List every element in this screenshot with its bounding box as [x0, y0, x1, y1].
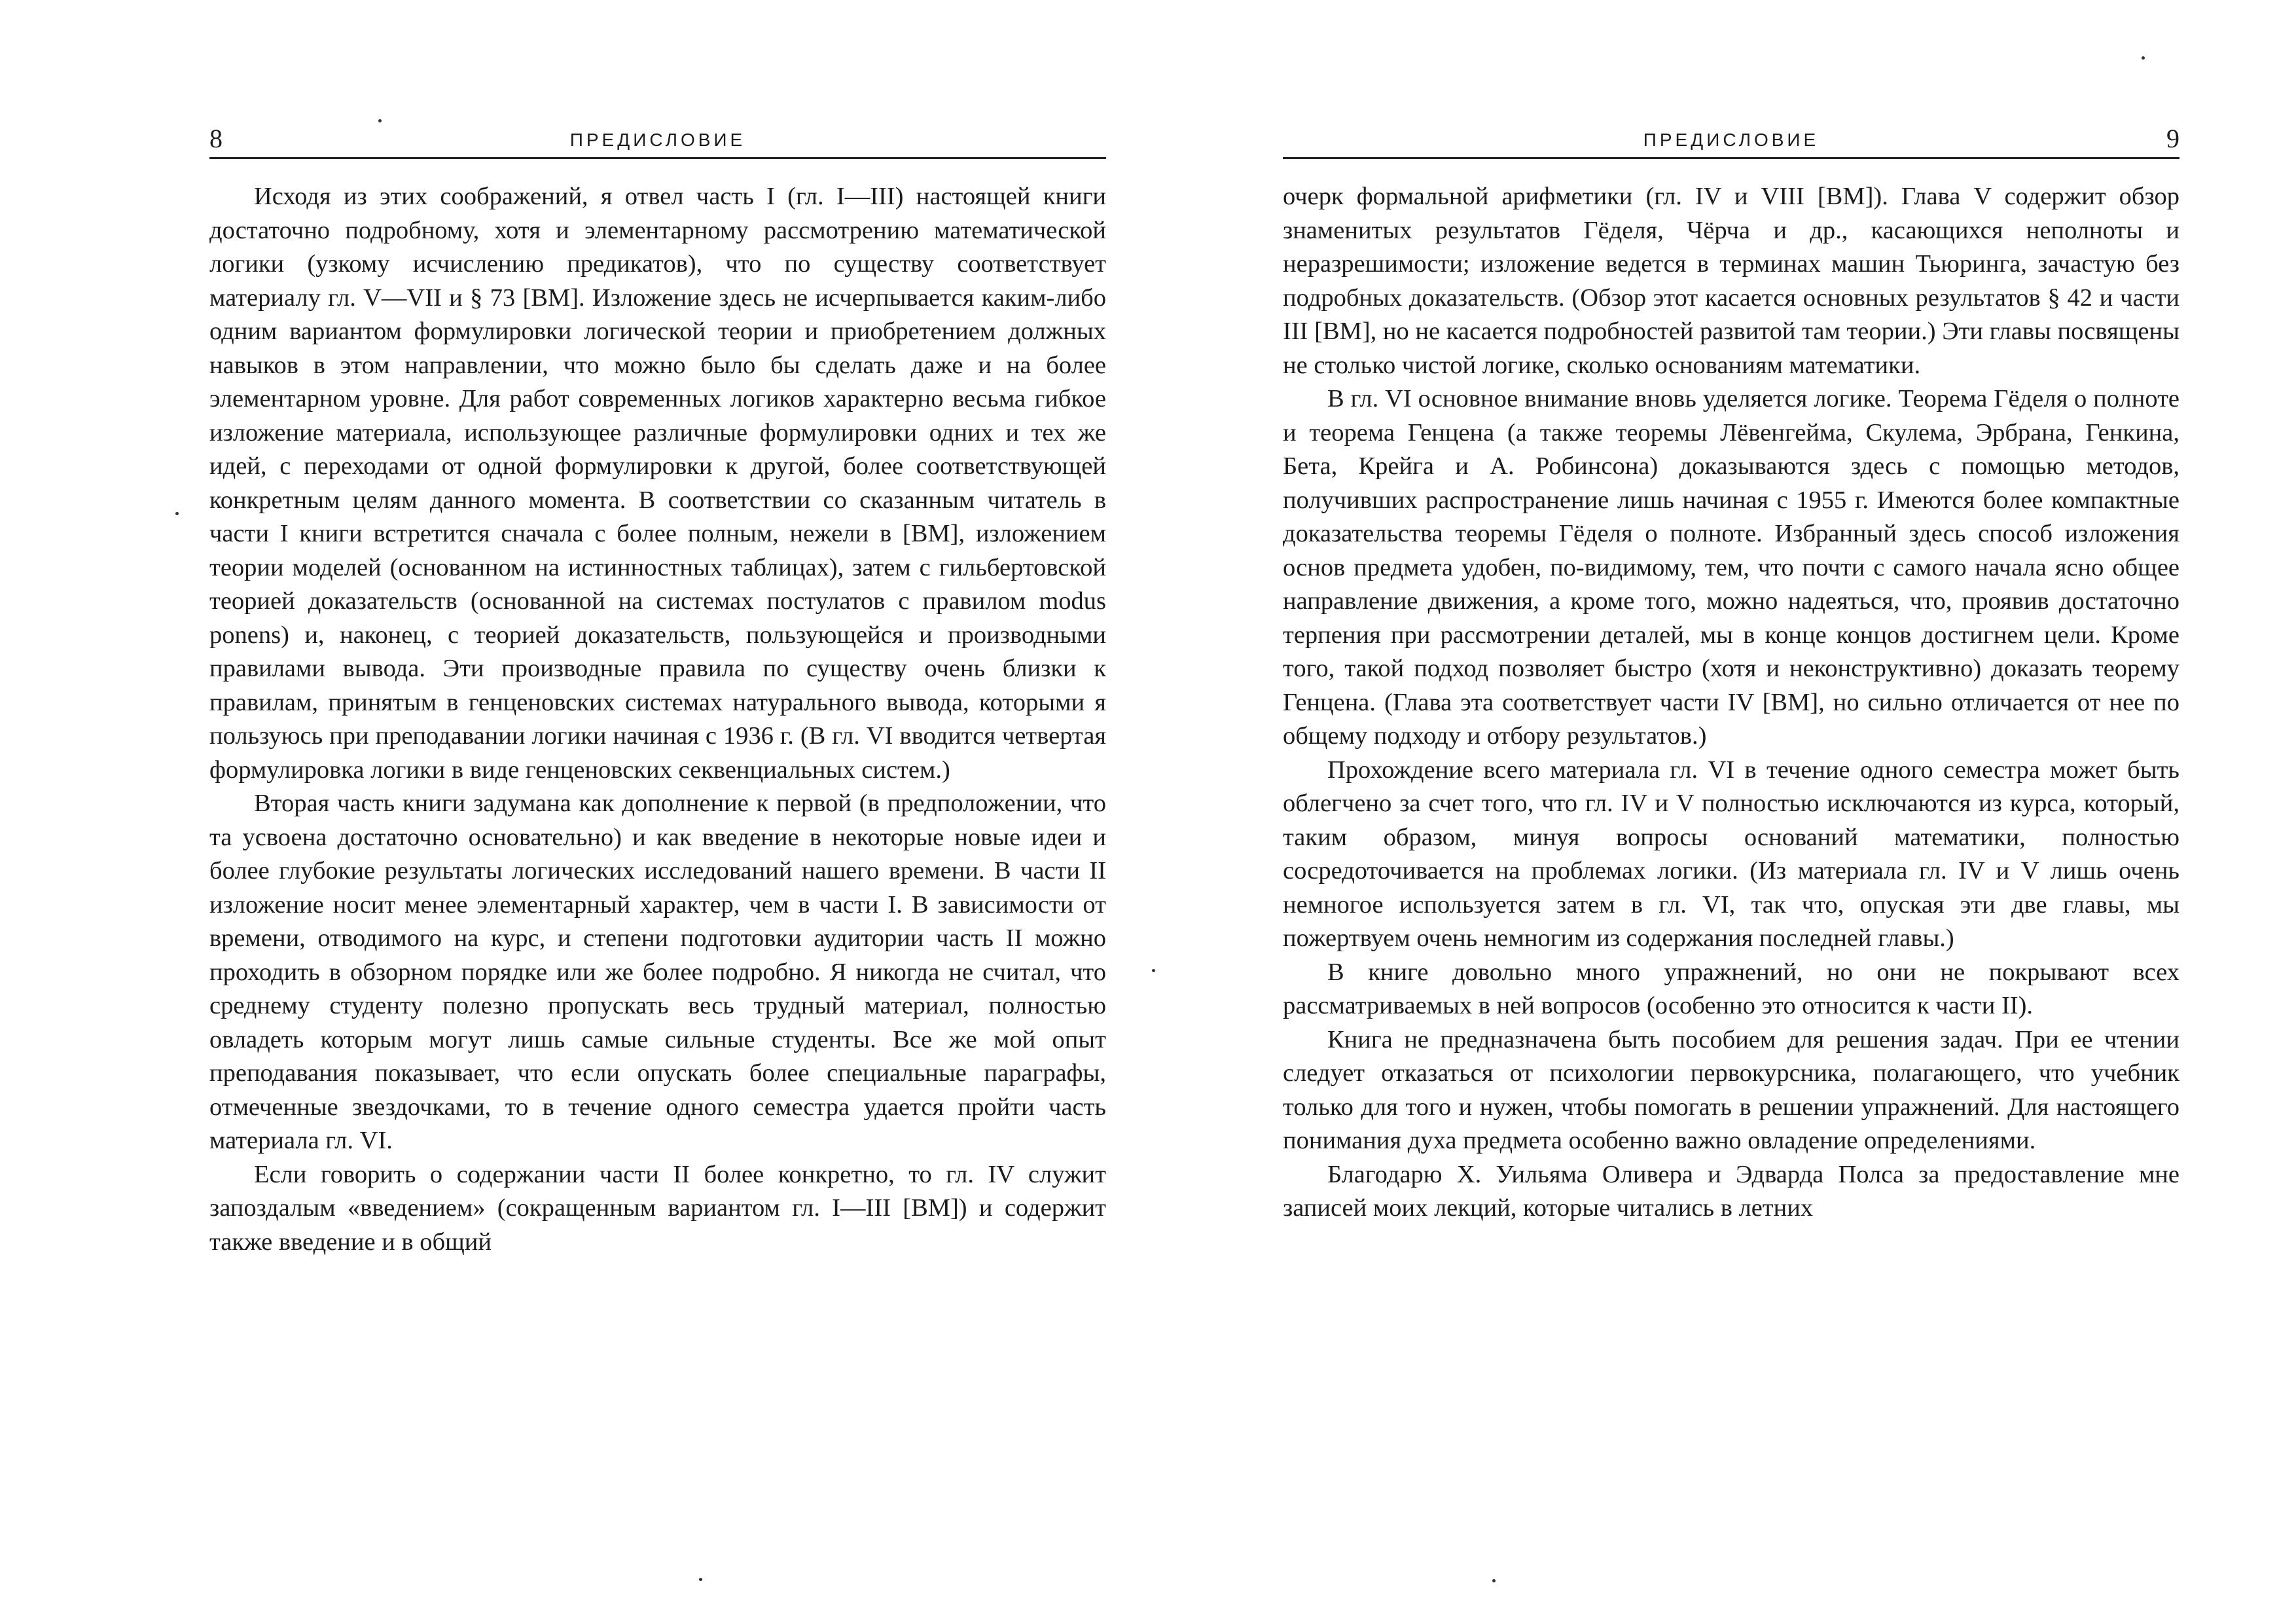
- scan-speck: [1152, 969, 1155, 972]
- scan-speck: [378, 119, 382, 122]
- paragraph-continued: очерк формальной арифметики (гл. IV и VIII [ВМ]). Глава V содержит обзор знаменитых результатов Гёделя, Чёрча и др., касающихся неполноты и неразрешимости; изложение ведется в терминах машин Тьюринга, зачастую без подробных доказательств. (Обзор этот касается основных результатов § 42 и части III [ВМ], но не касается подробностей развитой там теории.) Эти главы посвящены не столько чистой логике, сколько основаниям математики.: [1283, 183, 2179, 379]
- paragraph: Благодарю Х. Уильяма Оливера и Эдварда Полса за предоставление мне записей моих лекций, которые читались в летних: [1283, 1160, 2179, 1222]
- paragraph: В книге довольно много упражнений, но они не покрывают всех рассматриваемых в ней вопросов (особенно это относится к части II).: [1283, 958, 2179, 1019]
- right-page-body: [1283, 180, 2179, 1226]
- left-page-body: [209, 180, 1106, 1259]
- running-head-left: [209, 118, 1106, 159]
- page-number-left: 8: [209, 124, 223, 153]
- right-page: [1283, 0, 2179, 1623]
- running-head-title-left: ПРЕДИСЛОВИЕ: [569, 130, 746, 150]
- paragraph: Если говорить о содержании части II более конкретно, то гл. IV служит запоздалым «введением» (сокращенным вариантом гл. I—III [ВМ]) и содержит также введение и в общий: [209, 1160, 1106, 1256]
- paragraph: В гл. VI основное внимание вновь уделяется логике. Теорема Гёделя о полноте и теорема Генцена (а также теоремы Лёвенгейма, Скулема, Эрбрана, Генкина, Бета, Крейга и А. Робинсона) доказываются здесь с помощью методов, получивших распространение лишь начиная с 1955 г. Имеются более компактные доказательства теоремы Гёделя о полноте. Избранный здесь способ изложения основ предмета удобен, по-видимому, тем, что почти с самого начала ясно общее направление движения, а кроме того, можно надеяться, что, проявив достаточно терпения при рассмотрении деталей, мы в конце концов достигнем цели. Кроме того, такой подход позволяет быстро (хотя и неконструктивно) доказать теорему Генцена. (Глава эта соответствует части IV [ВМ], но сильно отличается от нее по общему подходу и отбору результатов.): [1283, 385, 2179, 750]
- paragraph: Прохождение всего материала гл. VI в течение одного семестра может быть облегчено за счет того, что гл. IV и V полностью исключаются из курса, который, таким образом, минуя вопросы оснований математики, полностью сосредоточивается на проблемах логики. (Из материала гл. IV и V лишь очень немногое используется затем в гл. VI, так что, опуская эти две главы, мы пожертвуем очень немногим из содержания последней главы.): [1283, 756, 2179, 952]
- paragraph: Исходя из этих соображений, я отвел часть I (гл. I—III) настоящей книги достаточно подробному, хотя и элементарному рассмотрению математической логики (узкому исчислению предикатов), что по существу соответствует материалу гл. V—VII и § 73 [ВМ]. Изложение здесь не исчерпывается каким-либо одним вариантом формулировки логической теории и приобретением должных навыков в этом направлении, что можно было бы сделать даже и на более элементарном уровне. Для работ современных логиков характерно весьма гибкое изложение материала, использующее различные формулировки одних и тех же идей, с переходами от одной формулировки к другой, более соответствующей конкретным целям данного момента. В соответствии со сказанным читатель в части I книги встретится сначала с более полным, нежели в [ВМ], изложением теории моделей (основанном на истинностных таблицах), затем с гильбертовской теорией доказательств (основанной на системах постулатов с правилом modus ponens) и, наконец, с теорией доказательств, пользующейся и производными правилами вывода. Эти производные правила по существу очень близки к правилам, принятым в генценовских системах натурального вывода, которыми я пользуюсь при преподавании логики начиная с 1936 г. (В гл. VI вводится четвертая формулировка логики в виде генценовских секвенциальных систем.): [209, 183, 1106, 784]
- running-head-right: [1283, 118, 2179, 159]
- left-page: [209, 0, 1106, 1623]
- paragraph: Вторая часть книги задумана как дополнение к первой (в предположении, что та усвоена достаточно основательно) и как введение в некоторые новые идеи и более глубокие результаты логических исследований нашего времени. В части II изложение носит менее элементарный характер, чем в части I. В зависимости от времени, отводимого на курс, и степени подготовки аудитории часть II можно проходить в обзорном порядке или же более подробно. Я никогда не считал, что среднему студенту полезно пропускать весь трудный материал, полностью овладеть которым могут лишь самые сильные студенты. Все же мой опыт преподавания показывает, что если опускать более специальные параграфы, отмеченные звездочками, то в течение одного семестра удается пройти часть материала гл. VI.: [209, 790, 1106, 1154]
- scan-speck: [175, 512, 179, 515]
- scan-speck: [699, 1578, 702, 1581]
- scan-speck: [2142, 56, 2145, 60]
- page-number-right: 9: [2166, 124, 2179, 153]
- paragraph: Книга не предназначена быть пособием для решения задач. При ее чтении следует отказаться от психологии первокурсника, полагающего, что учебник только для того и нужен, чтобы помогать в решении упражнений. Для настоящего понимания духа предмета особенно важно овладение определениями.: [1283, 1025, 2179, 1154]
- running-head-title-right: ПРЕДИСЛОВИЕ: [1643, 130, 1820, 150]
- scan-speck: [1492, 1579, 1496, 1582]
